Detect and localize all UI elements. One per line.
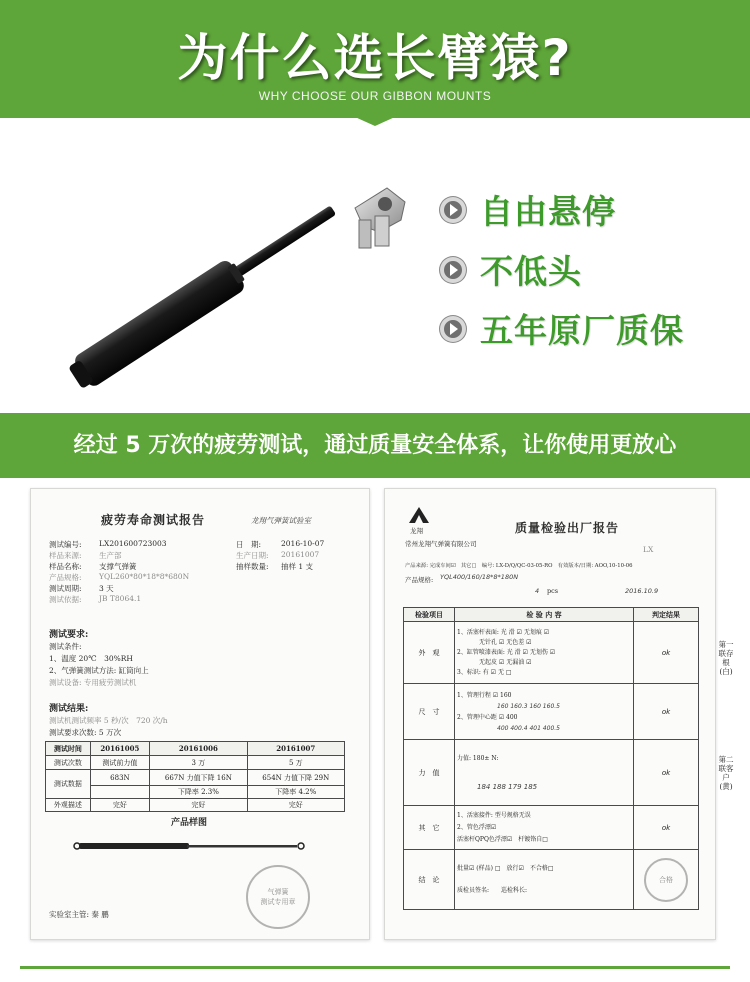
table-cell: ok <box>634 684 699 740</box>
table-cell <box>634 850 699 910</box>
company-name: 常州龙翔气弹簧有限公司 <box>405 540 477 548</box>
company-seal: 气弹簧 测试专用章 <box>246 865 310 929</box>
table-cell: 尺 寸 <box>404 684 455 740</box>
feature-label: 五年原厂质保 <box>480 311 684 350</box>
spec-value: YQL400/160/18*8*180N <box>440 573 519 581</box>
fatigue-test-report <box>30 488 370 940</box>
section-title: 测试结果: <box>49 704 89 714</box>
quality-inspection-report <box>384 488 716 940</box>
table-cell: 完好 <box>247 799 344 812</box>
table-cell: ok <box>634 740 699 806</box>
chevron-right-icon <box>440 257 466 283</box>
field-value: 抽样 1 支 <box>281 562 314 571</box>
table-cell: 3 万 <box>150 756 247 770</box>
table-cell: 完好 <box>90 799 150 812</box>
lab-name: 龙翔气弹簧试验室 <box>251 516 311 525</box>
stamp-text: 合格 <box>659 875 673 884</box>
table-cell: ok <box>634 622 699 684</box>
report-title: 疲劳寿命测试报告 <box>101 513 206 527</box>
report-title: 质量检验出厂报告 <box>515 521 620 535</box>
field-value: YQL260*80*18*8*680N <box>99 572 190 581</box>
table-cell <box>455 740 634 806</box>
field-label: 日 期: <box>236 540 262 549</box>
field-label: 产品规格: <box>49 573 82 582</box>
date-value: 2016.10.9 <box>625 587 659 595</box>
row-line: 质检员签名: 巡检科长: <box>457 886 528 894</box>
field-label: 测试周期: <box>49 584 82 593</box>
table-cell: 其 它 <box>404 806 455 850</box>
table-cell: 654N 力值下降 29N <box>247 770 344 786</box>
field-label: 样品名称: <box>49 562 82 571</box>
chevron-right-icon <box>440 197 466 223</box>
supervisor: 实验室主管: 秦 鹏 <box>49 910 109 919</box>
field-value: 生产部 <box>99 551 122 560</box>
table-cell: 测试次数 <box>46 756 91 770</box>
qty-unit: pcs <box>547 587 559 595</box>
condition-line: 2、气弹簧测试方法: 缸筒向上 <box>49 666 149 675</box>
logo-text: 龙翔 <box>410 527 423 535</box>
table-cell: 667N 力值下降 16N <box>150 770 247 786</box>
table-cell: 下降率 2.3% <box>150 786 247 799</box>
table-row <box>404 850 699 910</box>
table-cell: 外观描述 <box>46 799 91 812</box>
lx-mark: LX <box>643 545 654 554</box>
feature-free-stop <box>440 186 616 233</box>
condition-line: 1、温度 20℃ 30%RH <box>49 654 133 663</box>
sample-spring-image <box>71 839 311 853</box>
figure-title: 产品样图 <box>171 818 208 828</box>
table-row <box>404 806 699 850</box>
table-header: 检验项目 <box>404 608 455 622</box>
field-value: 3 天 <box>99 584 114 593</box>
field-label: 抽样数量: <box>236 562 269 571</box>
table-cell <box>455 850 634 910</box>
company-logo-icon <box>407 505 431 525</box>
feature-label: 不低头 <box>480 252 582 291</box>
table-cell <box>90 786 150 799</box>
mount-bracket <box>355 188 405 248</box>
condition-line: 测试设备: 专用疲劳测试机 <box>49 678 137 687</box>
field-value: LX201600723003 <box>99 539 167 548</box>
field-value: 20161007 <box>281 550 320 559</box>
row-line: 无针孔 ☑ 无色差 ☑ <box>479 638 532 646</box>
table-cell: 外 观 <box>404 622 455 684</box>
table-row <box>404 740 699 806</box>
field-label: 生产日期: <box>236 551 269 560</box>
feature-no-droop <box>440 246 582 293</box>
row-line: 批量☑ (样品) □ 放行☑ 不合格□ <box>457 864 554 872</box>
field-value: JB T8064.1 <box>99 594 142 603</box>
row-line: 1、活塞接件: 型号规格无误 <box>457 811 531 819</box>
row-line: 160 160.3 160 160.5 <box>497 702 560 710</box>
table-row <box>404 622 699 684</box>
table-header: 20161007 <box>247 742 344 756</box>
doc-info-line: 产品来源: 完成车间☑ 其它□ 编号: LX-D/Q/QC-03-05-RO 有效版本/日期: AOO,10-10-06 <box>405 563 633 569</box>
row-line: 2、管色浮漂☑ <box>457 823 497 831</box>
fatigue-table <box>45 741 345 812</box>
result-line: 测试机测试频率 5 秒/次 720 次/h <box>49 716 168 725</box>
section-title: 测试条件: <box>49 642 82 651</box>
qty-value: 4 <box>535 587 540 595</box>
field-label: 测试依据: <box>49 595 82 604</box>
table-cell: 结 论 <box>404 850 455 910</box>
chevron-right-icon <box>440 316 466 342</box>
inspection-table <box>403 607 699 910</box>
feature-warranty <box>440 305 684 352</box>
field-label: 样品来源: <box>49 551 82 560</box>
header-band <box>0 0 750 118</box>
field-value: 2016-10-07 <box>281 539 325 548</box>
page-title: 为什么选长臂猿? <box>177 29 573 87</box>
header-notch <box>335 108 415 126</box>
row-line: 力值: 180± N: <box>457 754 499 762</box>
table-cell: 测试数据 <box>46 770 91 799</box>
row-line: 3、标识: 有 ☑ 无 □ <box>457 668 512 676</box>
table-cell: 下降率 4.2% <box>247 786 344 799</box>
table-cell: 力 值 <box>404 740 455 806</box>
table-header: 判定结果 <box>634 608 699 622</box>
side-note: 第二联客户(黄) <box>718 755 734 791</box>
feature-label: 自由悬停 <box>480 192 616 231</box>
row-line: 活塞杆QPQ色浮漂☑ 杆镀铬自□ <box>457 835 548 843</box>
qualified-stamp <box>644 858 688 902</box>
row-line: 2、管理中心距 ☑ 400 <box>457 713 518 721</box>
row-line: 2、缸管喷漆表面: 光 滑 ☑ 无划伤 ☑ <box>457 648 556 656</box>
result-line: 测试要求次数: 5 万次 <box>49 728 122 737</box>
page-subtitle: WHY CHOOSE OUR GIBBON MOUNTS <box>258 89 492 103</box>
banner-text: 经过 5 万次的疲劳测试，通过质量安全体系，让你使用更放心 <box>73 433 677 458</box>
row-line: 1、管理行程 ☑ 160 <box>457 691 512 699</box>
row-line: 400 400.4 401 400.5 <box>497 724 560 732</box>
table-header: 20161006 <box>150 742 247 756</box>
field-value: 支撑气弹簧 <box>99 562 137 571</box>
quality-banner <box>0 413 750 478</box>
table-cell: 5 万 <box>247 756 344 770</box>
row-line: 1、活塞杆表面: 光 滑 ☑ 无划痕 ☑ <box>457 628 550 636</box>
spec-label: 产品规格: <box>405 576 434 584</box>
field-label: 测试编号: <box>49 540 82 549</box>
table-cell: ok <box>634 806 699 850</box>
table-header: 测试时间 <box>46 742 91 756</box>
footer-line <box>20 966 730 969</box>
table-header: 20161005 <box>90 742 150 756</box>
side-note: 第一联存根(白) <box>718 640 734 676</box>
table-cell <box>455 622 634 684</box>
table-cell: 完好 <box>150 799 247 812</box>
table-header: 检 验 内 容 <box>455 608 634 622</box>
table-row <box>404 684 699 740</box>
table-cell <box>455 806 634 850</box>
gas-spring-image <box>25 175 425 390</box>
section-title: 测试要求: <box>49 630 89 640</box>
table-cell: 测试前力值 <box>90 756 150 770</box>
table-cell <box>455 684 634 740</box>
table-cell: 683N <box>90 770 150 786</box>
row-line: 184 188 179 185 <box>477 782 538 791</box>
row-line: 无起皮 ☑ 无漏油 ☑ <box>479 658 532 666</box>
